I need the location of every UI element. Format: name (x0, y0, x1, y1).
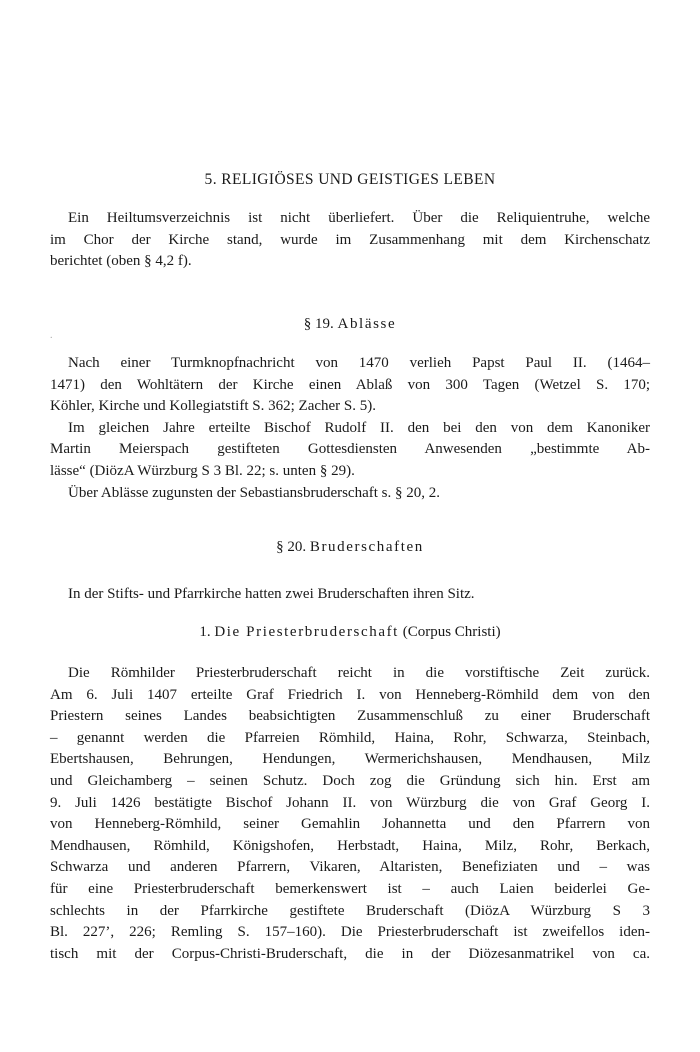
margin-mark: . (50, 330, 53, 341)
text-line: lässe“ (DiözA Würzburg S 3 Bl. 22; s. unten § 29). (50, 462, 355, 479)
text-line: Ein Heiltumsverzeichnis ist nicht überliefert. Über die Reliquientruhe, welche (68, 210, 650, 226)
text-line: tisch mit der Corpus-Christi-Bruderschaft, die in der Diözesanmatrikel von ca. (50, 945, 650, 962)
text-line: Köhler, Kirche und Kollegiatstift S. 362; Zacher S. 5). (50, 398, 376, 415)
section-20-intro (50, 584, 650, 606)
section-heading-19 (0, 316, 700, 333)
text-line: Die Römhilder Priesterbruderschaft reicht in die vorstiftische Zeit zurück. (68, 665, 650, 681)
section-heading-20 (0, 539, 700, 556)
text-line: Nach einer Turmknopfnachricht von 1470 verlieh Papst Paul II. (1464– (68, 355, 650, 371)
subsection-suffix: (Corpus Christi) (402, 624, 501, 640)
text-line: von Henneberg-Römhild, seiner Gemahlin Johannetta und den Pfarrern von (50, 816, 650, 833)
section-number: § 20. (276, 539, 307, 555)
text-line: für eine Priesterbruderschaft bemerkenswert ist – auch Laien beiderlei Ge- (50, 880, 650, 897)
text-line: Priestern seines Landes beabsichtigten Zusammenschluß zu einer Bruderschaft (50, 708, 650, 725)
text-line: schlechts in der Pfarrkirche gestiftete Bruderschaft (DiözA Würzburg S 3 (50, 902, 650, 919)
section-20-text (50, 663, 650, 965)
section-19-text (50, 353, 650, 504)
text-line: Am 6. Juli 1407 erteilte Graf Friedrich I. von Henneberg-Römhild dem von den (50, 686, 650, 703)
text-line: Mendhausen, Römhild, Königshofen, Herbstadt, Haina, Milz, Rohr, Berkach, (50, 837, 650, 854)
section-title: Ablässe (337, 316, 397, 332)
subsection-number: 1. (199, 624, 211, 640)
text-line: – genannt werden die Pfarreien Römhild, Haina, Rohr, Schwarza, Steinbach, (50, 729, 650, 746)
text-line: Im gleichen Jahre erteilte Bischof Rudolf II. den bei den von dem Kanoniker (68, 419, 650, 436)
subsection-heading (0, 624, 700, 641)
text-line: Martin Meierspach gestifteten Gottesdiensten Anwesenden „bestimmte Ab- (50, 441, 650, 458)
section-title: Bruderschaften (309, 539, 424, 555)
text-line: Schwarza und anderen Pfarrern, Vikaren, Altaristen, Benefiziaten und – was (50, 859, 650, 876)
text-line: In der Stifts- und Pfarrkirche hatten zwei Bruderschaften ihren Sitz. (68, 586, 475, 602)
text-line: im Chor der Kirche stand, wurde im Zusammenhang mit dem Kirchenschatz (50, 231, 650, 248)
text-line: 9. Juli 1426 bestätigte Bischof Johann II. von Würzburg die von Graf Georg I. (50, 794, 650, 811)
intro-paragraph (50, 208, 650, 273)
text-line: Ebertshausen, Behrungen, Hendungen, Wermerichshausen, Mendhausen, Milz (50, 751, 650, 768)
text-line: und Gleichamberg – seinen Schutz. Doch zog die Gründung sich hin. Erst am (50, 772, 650, 789)
text-line: Bl. 227’, 226; Remling S. 157–160). Die Priesterbruderschaft ist zweifellos iden- (50, 924, 650, 941)
text-line: Über Ablässe zugunsten der Sebastiansbruderschaft s. § 20, 2. (68, 484, 440, 501)
subsection-title: Die Priesterbruderschaft (214, 624, 399, 640)
section-number: § 19. (303, 316, 334, 332)
chapter-title: 5. RELIGIÖSES UND GEISTIGES LEBEN (204, 171, 496, 188)
text-line: berichtet (oben § 4,2 f). (50, 253, 192, 270)
text-line: 1471) den Wohltätern der Kirche einen Ablaß von 300 Tagen (Wetzel S. 170; (50, 376, 650, 393)
